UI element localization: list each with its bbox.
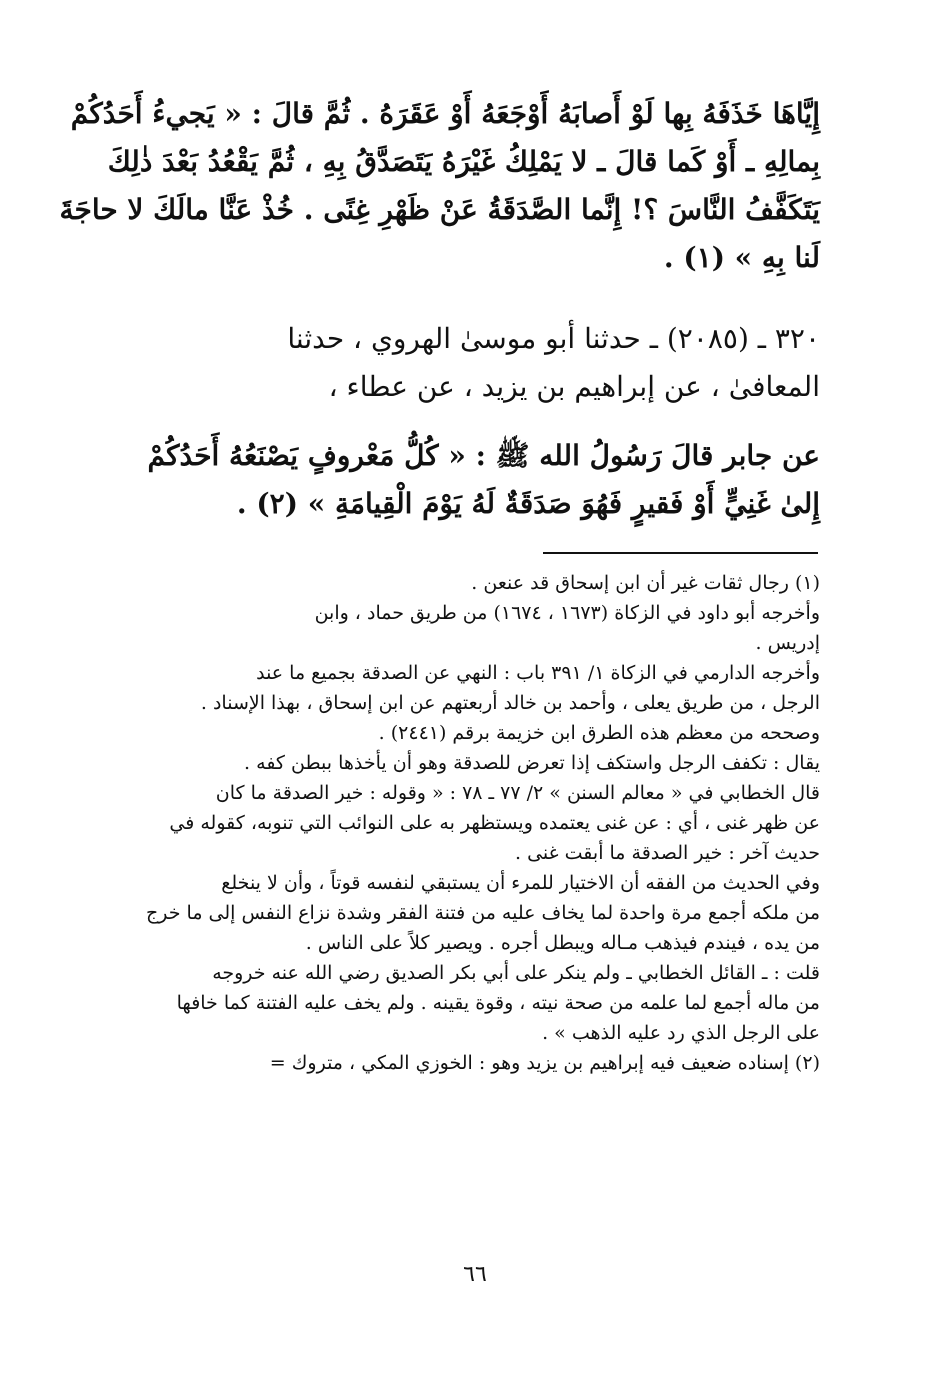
- footnote-line: من ملكه أجمع مرة واحدة لما يخاف عليه من فتنة الفقر وشدة نزاع النفس إلى ما خرج: [146, 902, 820, 924]
- footnote-line: من يده ، فيندم فيذهب مـاله ويبطل أجره . ويصير كلاً على الناس .: [305, 932, 820, 954]
- footnotes: [130, 568, 820, 1078]
- text-line: ٣٢٠ ـ (٢٠٨٥) ـ حدثنا أبو موسىٰ الهروي ، حدثنا: [287, 322, 820, 355]
- hadith-text-paragraph: [130, 432, 820, 528]
- page-number: ٦٦: [463, 1262, 487, 1287]
- footnote-line: إدريس .: [755, 632, 820, 654]
- footnote-line: وفي الحديث من الفقه أن الاختيار للمرء أن يستبقي لنفسه قوتاً ، وأن لا ينخلع: [221, 872, 820, 894]
- footnote-line: وصححه من معظم هذه الطرق ابن خزيمة برقم (٢٤٤١) .: [378, 722, 820, 744]
- footnote-line: من ماله أجمع لما علمه من صحة نيته ، وقوة يقينه . ولم يخف عليه الفتنة كما خافها: [176, 992, 820, 1014]
- footnote-line: عن ظهر غنى ، أي : عن غنى يعتمده ويستظهر به على النوائب التي تنوبه، كقوله في: [169, 812, 820, 834]
- text-line: بِمالِهِ ـ أَوْ كَما قالَ ـ لا يَمْلِكُ غَيْرَهُ يَتَصَدَّقُ بِهِ ، ثُمَّ يَقْعُدُ بَعْدَ ذٰلِكَ: [107, 145, 820, 178]
- footnote-line: (٢) إسناده ضعيف فيه إبراهيم بن يزيد وهو : الخوزي المكي ، متروك =: [269, 1052, 820, 1074]
- text-line: إِلىٰ غَنِيٍّ أَوْ فَقيرٍ فَهُوَ صَدَقَةٌ لَهُ يَوْمَ الْقِيامَةِ » (٢) .: [236, 487, 820, 520]
- text-line: لَنا بِهِ » (١) .: [663, 241, 820, 274]
- main-paragraph-1: [59, 90, 820, 282]
- text-line: يَتَكَفَّفُ النَّاسَ ؟! إِنَّما الصَّدَقَةُ عَنْ ظَهْرِ غِنًى . خُذْ عَنَّا مالَكَ لا حاجَةَ: [59, 193, 820, 226]
- footnote-line: يقال : تكفف الرجل واستكف إذا تعرض للصدقة وهو أن يأخذها ببطن كفه .: [244, 752, 820, 774]
- footnote-line: قلت : ـ القائل الخطابي ـ ولم ينكر على أبي بكر الصديق رضي الله عنه خروجه: [212, 962, 820, 984]
- hadith-chain-paragraph: [130, 315, 820, 411]
- text-line: إِيَّاهَا خَذَفَهُ بِها لَوْ أَصابَهُ أَوْجَعَهُ أَوْ عَقَرَهُ . ثُمَّ قالَ : « يَجيءُ أَحَدُكُمْ: [70, 97, 820, 130]
- footnote-line: قال الخطابي في « معالم السنن » ٢/ ٧٧ ـ ٧٨ : « وقوله : خير الصدقة ما كان: [215, 782, 820, 804]
- text-line: عن جابر قالَ رَسُولُ الله ﷺ : « كُلُّ مَعْروفٍ يَصْنَعُهُ أَحَدُكُمْ: [147, 439, 820, 472]
- footnote-line: (١) رجال ثقات غير أن ابن إسحاق قد عنعن .: [471, 572, 820, 594]
- footnote-separator: [543, 552, 818, 554]
- footnote-line: على الرجل الذي رد عليه الذهب » .: [542, 1022, 820, 1044]
- footnote-line: وأخرجه أبو داود في الزكاة (١٦٧٣ ، ١٦٧٤) من طريق حماد ، وابن: [314, 602, 820, 624]
- footnote-line: وأخرجه الدارمي في الزكاة ١/ ٣٩١ باب : النهي عن الصدقة بجميع ما عند: [256, 662, 820, 684]
- footnote-line: حديث آخر : خير الصدقة ما أبقت غنى .: [515, 842, 820, 864]
- footnote-line: الرجل ، من طريق يعلى ، وأحمد بن خالد أربعتهم عن ابن إسحاق ، بهذا الإسناد .: [200, 692, 820, 714]
- text-line: المعافىٰ ، عن إبراهيم بن يزيد ، عن عطاء ،: [328, 370, 820, 403]
